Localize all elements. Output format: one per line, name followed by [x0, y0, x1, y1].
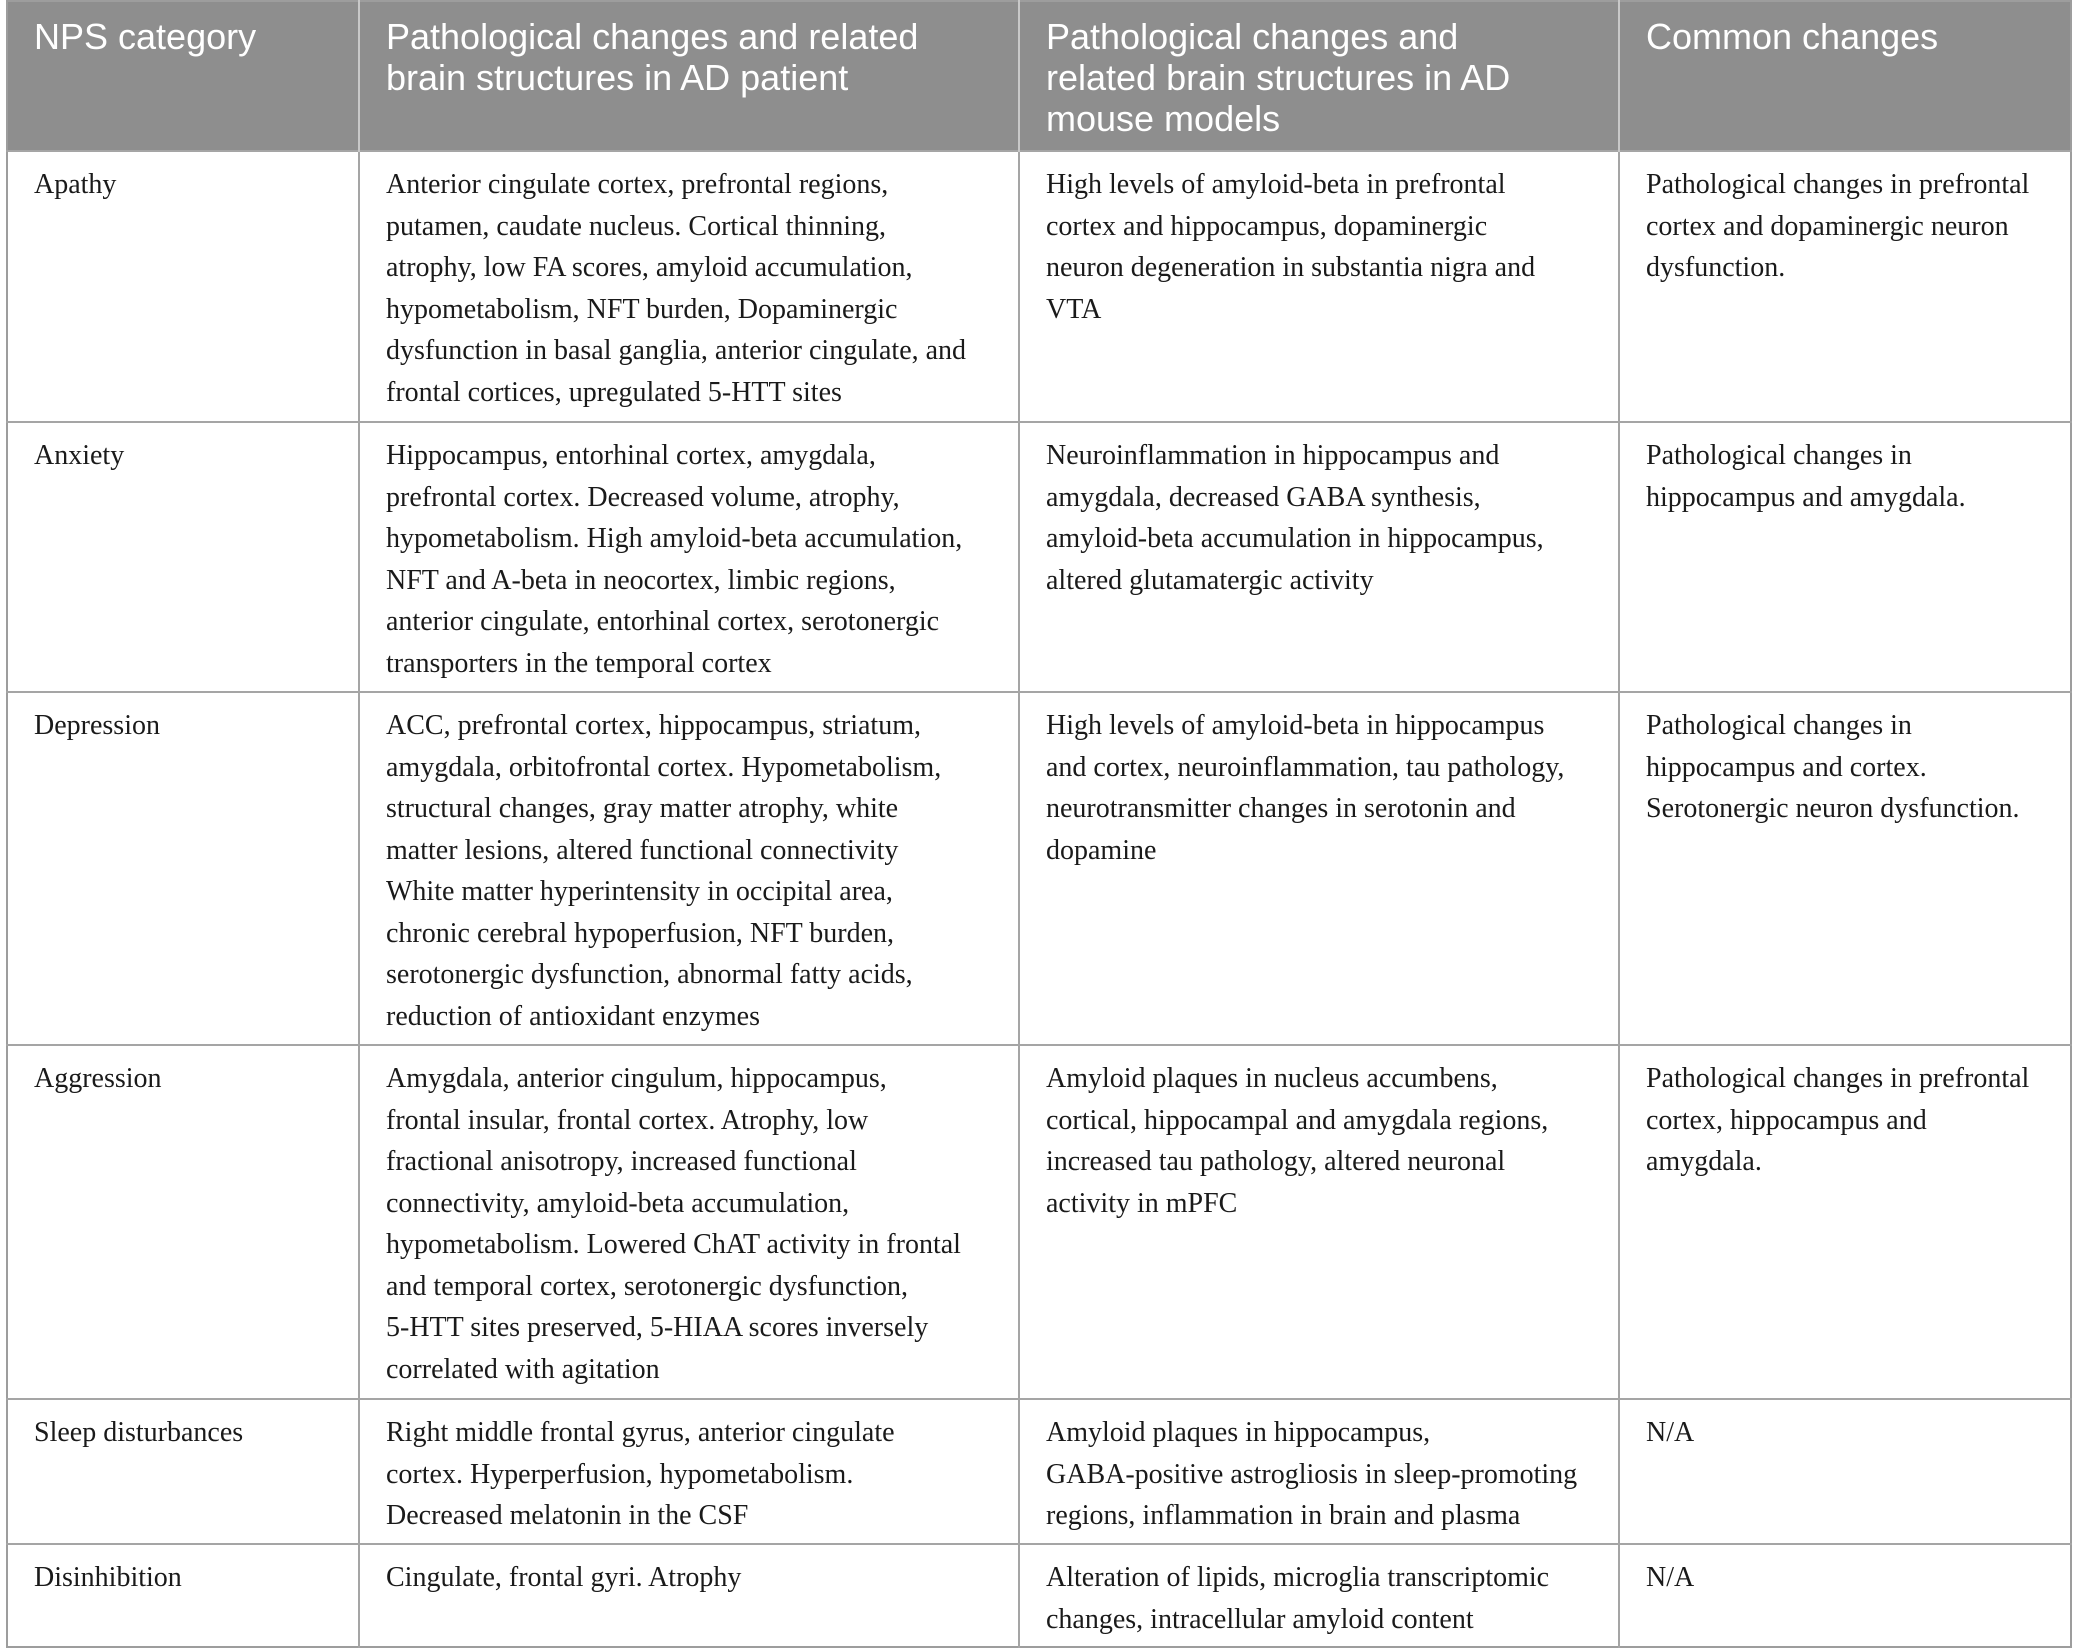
cell-mouse: High levels of amyloid-beta in hippocampus and cortex, neuroinflammation, tau pathology, neurotransmitter changes in serotonin and dopamine [1019, 692, 1619, 1045]
cell-common: Pathological changes in hippocampus and cortex. Serotonergic neuron dysfunction. [1619, 692, 2071, 1045]
cell-mouse: Neuroinflammation in hippocampus and amygdala, decreased GABA synthesis, amyloid-beta accumulation in hippocampus, altered glutamatergic activity [1019, 422, 1619, 692]
table-row [7, 422, 2071, 692]
header-common-changes: Common changes [1619, 1, 2071, 151]
header-row [7, 1, 2071, 151]
cell-patient: Anterior cingulate cortex, prefrontal regions, putamen, caudate nucleus. Cortical thinning, atrophy, low FA scores, amyloid accumulation, hypometabolism, NFT burden, Dopaminergic dysfunction in basal ganglia, anterior cingulate, and frontal cortices, upregulated 5-HTT sites [359, 151, 1019, 422]
header-patient-changes: Pathological changes and related brain structures in AD patient [359, 1, 1019, 151]
cell-category: Depression [7, 692, 359, 1045]
cell-category: Apathy [7, 151, 359, 422]
cell-mouse: Amyloid plaques in nucleus accumbens, cortical, hippocampal and amygdala regions, increased tau pathology, altered neuronal activity in mPFC [1019, 1045, 1619, 1399]
table-body [7, 151, 2071, 1647]
table-header [7, 1, 2071, 151]
table-row [7, 1544, 2071, 1647]
cell-common: Pathological changes in prefrontal cortex and dopaminergic neuron dysfunction. [1619, 151, 2071, 422]
cell-common: Pathological changes in prefrontal cortex, hippocampus and amygdala. [1619, 1045, 2071, 1399]
nps-table [6, 0, 2072, 1648]
cell-mouse: Amyloid plaques in hippocampus, GABA-positive astrogliosis in sleep-promoting regions, inflammation in brain and plasma [1019, 1399, 1619, 1544]
header-nps-category: NPS category [7, 1, 359, 151]
cell-common: Pathological changes in hippocampus and amygdala. [1619, 422, 2071, 692]
cell-patient: ACC, prefrontal cortex, hippocampus, striatum, amygdala, orbitofrontal cortex. Hypometabolism, structural changes, gray matter atrophy, white matter lesions, altered functional connectivity White matter hyperintensity in occipital area, chronic cerebral hypoperfusion, NFT burden, serotonergic dysfunction, abnormal fatty acids, reduction of antioxidant enzymes [359, 692, 1019, 1045]
table-row [7, 151, 2071, 422]
header-mouse-changes: Pathological changes and related brain structures in AD mouse models [1019, 1, 1619, 151]
cell-mouse: High levels of amyloid-beta in prefrontal cortex and hippocampus, dopaminergic neuron degeneration in substantia nigra and VTA [1019, 151, 1619, 422]
table-row [7, 692, 2071, 1045]
cell-category: Anxiety [7, 422, 359, 692]
cell-common: N/A [1619, 1544, 2071, 1647]
cell-category: Disinhibition [7, 1544, 359, 1647]
cell-patient: Cingulate, frontal gyri. Atrophy [359, 1544, 1019, 1647]
cell-patient: Right middle frontal gyrus, anterior cingulate cortex. Hyperperfusion, hypometabolism. Decreased melatonin in the CSF [359, 1399, 1019, 1544]
cell-mouse: Alteration of lipids, microglia transcriptomic changes, intracellular amyloid content [1019, 1544, 1619, 1647]
cell-patient: Amygdala, anterior cingulum, hippocampus, frontal insular, frontal cortex. Atrophy, low fractional anisotropy, increased functional connectivity, amyloid-beta accumulation, hypometabolism. Lowered ChAT activity in frontal and temporal cortex, serotonergic dysfunction, 5-HTT sites preserved, 5-HIAA scores inversely correlated with agitation [359, 1045, 1019, 1399]
table-row [7, 1045, 2071, 1399]
cell-category: Aggression [7, 1045, 359, 1399]
cell-category: Sleep disturbances [7, 1399, 359, 1544]
cell-common: N/A [1619, 1399, 2071, 1544]
table-row [7, 1399, 2071, 1544]
cell-patient: Hippocampus, entorhinal cortex, amygdala, prefrontal cortex. Decreased volume, atrophy, hypometabolism. High amyloid-beta accumulation, NFT and A-beta in neocortex, limbic regions, anterior cingulate, entorhinal cortex, serotonergic transporters in the temporal cortex [359, 422, 1019, 692]
